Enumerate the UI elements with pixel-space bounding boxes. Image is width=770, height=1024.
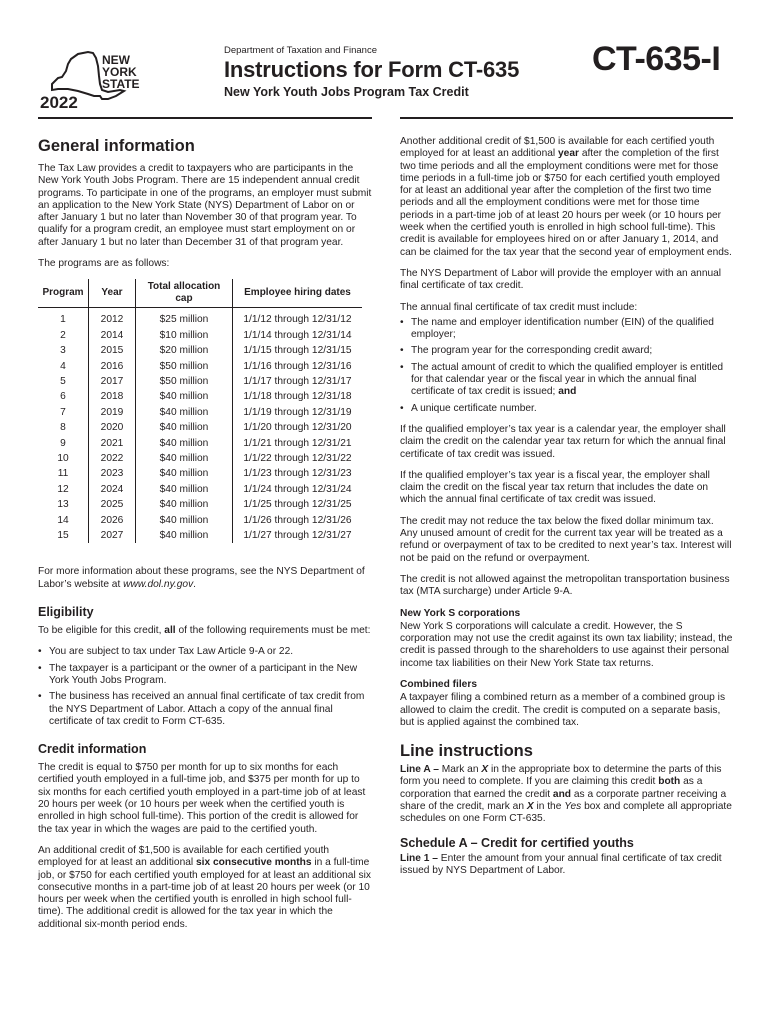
page-title: Instructions for Form CT-635 <box>224 57 520 82</box>
eligibility-intro-bold: all <box>164 625 176 637</box>
minimum-tax-paragraph: The credit may not reduce the tax below the fixed dollar minimum tax. Any unused amount of credit for the current tax year will be treated as a refund or overpayment of tax to be credited to next year’s tax. Interest will not be paid on the refund or overpayment. <box>400 515 732 564</box>
cell-allocation: $40 million <box>136 528 233 543</box>
cell-allocation: $40 million <box>136 482 233 497</box>
cell-allocation: $40 million <box>136 466 233 481</box>
credit-info-p2-text: An additional credit of $1,500 is available for each certified youth employed for at least an additional <box>38 844 330 869</box>
table-row <box>38 436 362 451</box>
cell-program: 11 <box>57 468 69 480</box>
cell-hiring-dates: 1/1/23 through 12/31/23 <box>233 466 363 481</box>
cell-year: 2018 <box>89 389 136 404</box>
line-a-text <box>400 764 733 825</box>
list-item <box>400 362 733 399</box>
more-info <box>38 566 372 591</box>
line-a-both: both <box>658 776 681 788</box>
credit-info-p2-text-end: in a full-time job, or $750 for each certified youth employed for at least an additional six consecutive months in a part-time job of at least 20 hours per week (or 10 hours per week when the certified youth is enrolled in high school full-time). The additional credit is allowed for the tax year in which the additional six-month period ends. <box>38 857 371 930</box>
eligibility-intro-text-end: of the following requirements must be met: <box>175 625 371 637</box>
dol-website-link[interactable]: www.dol.ny.gov <box>123 578 194 590</box>
cell-hiring-dates: 1/1/14 through 12/31/14 <box>233 328 363 343</box>
table-row <box>38 466 362 481</box>
logo-word-york: YORK <box>102 65 137 79</box>
combined-filers-text: A taxpayer filing a combined return as a member of a combined group is allowed to claim the credit. The credit is computed on a separate basis, but is applied against the combined tax. <box>400 692 726 728</box>
general-intro: The Tax Law provides a credit to taxpayers who are participants in the New York Youth Jobs Program. There are 15 independent annual credit programs. To participate in one of the programs, an employer must submit an application to the New York State (NYS) Department of Labor on or after January 1 but no later than November 30 of that program year. To qualify for a program credit, an employee must start employment on or after January 1 but no later than December 31 of that program year. <box>38 163 372 248</box>
more-info-text: For more information about these programs, see the NYS Department of Labor’s website at <box>38 566 365 590</box>
cell-hiring-dates: 1/1/18 through 12/31/18 <box>233 389 363 404</box>
cell-year: 2022 <box>89 451 136 466</box>
line-a-x2: X <box>526 801 534 813</box>
fiscal-year-paragraph: If the qualified employer’s tax year is a fiscal year, the employer shall claim the credit on the fiscal year tax return that includes the date on which the annual final certificate of tax credit was issued. <box>400 469 710 506</box>
additional-credit-text-end: after the completion of the first two time periods and all the employment conditions were met for those time periods in a full-time job or $750 for each certified youth employed for at least an additional year after the completion of the first two time periods and all the employment conditions were met for those time periods in a part-time job of at least 20 hours per week (or 10 hours per week when the certified youth is enrolled in high school full-time). This credit is available for employees hired on or after January 1, 2014, and can be claimed for the tax year that the second year of employment ends. <box>400 148 732 258</box>
cell-hiring-dates: 1/1/15 through 12/31/15 <box>233 343 363 358</box>
table-row <box>38 482 362 497</box>
cell-year: 2027 <box>89 528 136 543</box>
section-rule-right <box>400 117 733 119</box>
certificate-include-intro: The annual final certificate of tax credit must include: <box>400 301 638 313</box>
cell-program: 3 <box>60 345 66 357</box>
cell-year: 2025 <box>89 497 136 512</box>
cell-program: 5 <box>60 376 66 387</box>
line-1-text <box>400 853 733 878</box>
cell-hiring-dates: 1/1/19 through 12/31/19 <box>233 405 363 420</box>
table-row <box>38 343 362 358</box>
cell-program: 13 <box>57 499 69 511</box>
mta-paragraph: The credit is not allowed against the metropolitan transportation business tax (MTA surcharge) under Article 9-A. <box>400 573 730 598</box>
cell-hiring-dates: 1/1/17 through 12/31/17 <box>233 374 363 389</box>
list-item: • You are subject to tax under Tax Law Article 9-A or 22. <box>38 646 372 658</box>
cell-program: 8 <box>60 422 66 434</box>
cell-program: 12 <box>57 483 69 495</box>
credit-info-p2 <box>38 845 372 931</box>
cell-hiring-dates: 1/1/25 through 12/31/25 <box>233 497 363 512</box>
cell-year: 2024 <box>89 482 136 497</box>
cell-allocation: $40 million <box>136 405 233 420</box>
line-a-t5: in the <box>533 801 565 813</box>
cell-hiring-dates: 1/1/20 through 12/31/20 <box>233 420 363 435</box>
cell-allocation: $40 million <box>136 389 233 404</box>
cell-year: 2020 <box>89 420 136 435</box>
table-row <box>38 513 362 528</box>
table-row <box>38 528 362 543</box>
list-item: • The business has received an annual final certificate of tax credit from the NYS Department of Labor. Attach a copy of the annual final certificate of tax credit to Form CT-635. <box>38 691 372 728</box>
cell-allocation: $25 million <box>136 308 233 328</box>
cell-year: 2026 <box>89 513 136 528</box>
section-rule-left <box>38 117 372 119</box>
credit-information-heading: Credit information <box>38 742 147 757</box>
table-row <box>38 359 362 374</box>
cell-allocation: $50 million <box>136 359 233 374</box>
combined-filers-heading: Combined filers <box>400 678 477 690</box>
list-item-and: and <box>558 386 577 398</box>
eligibility-intro <box>38 625 372 637</box>
cell-year: 2016 <box>89 359 136 374</box>
line-a-and: and <box>552 788 572 800</box>
credit-info-p1: The credit is equal to $750 per month for up to six months for each certified youth employed in a full-time job, and $375 per month for up to six months for each certified youth employed in a part-time job of at least 20 hours per week (or 10 hours per week when the certified youth is enrolled in high school full-time). This portion of the credit is allowed for the tax year in which the wages are paid to the certified youth. <box>38 762 366 835</box>
th-hiring-dates: Employee hiring dates <box>233 279 363 308</box>
additional-credit-bold: year <box>558 148 579 160</box>
eligibility-heading: Eligibility <box>38 605 94 620</box>
list-item-text: The actual amount of credit to which the qualified employer is entitled for that calendar year or the fiscal year in which the annual final certificate of tax credit is issued; <box>411 361 724 398</box>
logo-year: 2022 <box>40 93 78 112</box>
line-a-t6: box and complete all appropriate schedules on one Form CT-635. <box>400 801 732 825</box>
cell-hiring-dates: 1/1/26 through 12/31/26 <box>233 513 363 528</box>
cell-program: 15 <box>57 530 69 542</box>
certificate-list <box>400 317 733 415</box>
cell-year: 2014 <box>89 328 136 343</box>
cell-allocation: $40 million <box>136 436 233 451</box>
cell-allocation: $40 million <box>136 420 233 435</box>
line-a-x1: X <box>481 764 489 776</box>
form-code: CT-635-I <box>592 40 721 78</box>
cell-year: 2023 <box>89 466 136 481</box>
schedule-a-heading: Schedule A – Credit for certified youths <box>400 835 634 850</box>
more-info-end: . <box>193 578 197 590</box>
eligibility-list <box>38 646 372 728</box>
programs-table-body <box>38 308 362 544</box>
line-1-body: Enter the amount from your annual final certificate of tax credit issued by NYS Department of Labor. <box>400 852 722 876</box>
table-row <box>38 308 362 328</box>
cell-program: 6 <box>60 391 66 403</box>
list-item: • The taxpayer is a participant or the owner of a participant in the New York Youth Jobs Program. <box>38 663 372 688</box>
list-item: • A unique certificate number. <box>400 403 733 415</box>
programs-intro: The programs are as follows: <box>38 258 170 270</box>
cell-year: 2017 <box>89 374 136 389</box>
cell-program: 7 <box>60 406 66 418</box>
s-corporations-heading: New York S corporations <box>400 607 521 619</box>
line-1-label: Line 1 – <box>400 852 438 864</box>
cell-allocation: $40 million <box>136 451 233 466</box>
cell-year: 2021 <box>89 436 136 451</box>
table-row <box>38 389 362 404</box>
left-column <box>38 136 372 940</box>
th-year: Year <box>89 279 136 308</box>
cell-allocation: $20 million <box>136 343 233 358</box>
additional-credit-paragraph <box>400 136 733 259</box>
cell-program: 1 <box>60 314 66 326</box>
cell-program: 2 <box>60 329 66 341</box>
cell-year: 2012 <box>89 308 136 328</box>
general-information-heading: General information <box>38 137 195 155</box>
cell-hiring-dates: 1/1/24 through 12/31/24 <box>233 482 363 497</box>
credit-info-p2-bold: six consecutive months <box>196 857 312 869</box>
table-row <box>38 451 362 466</box>
dol-certificate-paragraph: The NYS Department of Labor will provide the employer with an annual final certificate of tax credit. <box>400 267 722 292</box>
cell-hiring-dates: 1/1/21 through 12/31/21 <box>233 436 363 451</box>
cell-hiring-dates: 1/1/27 through 12/31/27 <box>233 528 363 543</box>
cell-year: 2019 <box>89 405 136 420</box>
line-instructions-heading: Line instructions <box>400 742 533 761</box>
department-name: Department of Taxation and Finance <box>224 45 377 56</box>
cell-year: 2015 <box>89 343 136 358</box>
line-a-t4: as a corporate partner receiving a share of the credit, mark an <box>400 788 727 813</box>
table-row <box>38 420 362 435</box>
cell-program: 4 <box>60 360 66 372</box>
list-item: • The name and employer identification number (EIN) of the qualified employer; <box>400 317 733 342</box>
programs-table <box>38 279 362 543</box>
eligibility-intro-text: To be eligible for this credit, <box>38 625 165 637</box>
list-item: • The program year for the corresponding credit award; <box>400 345 733 357</box>
logo-word-new: NEW <box>102 53 130 67</box>
line-a-label: Line A – <box>400 764 439 776</box>
logo-word-state: STATE <box>102 77 140 91</box>
cell-hiring-dates: 1/1/16 through 12/31/16 <box>233 359 363 374</box>
right-column <box>400 136 733 886</box>
cell-allocation: $40 million <box>136 497 233 512</box>
nys-logo <box>38 44 148 114</box>
cell-program: 9 <box>60 437 66 449</box>
table-header-row <box>38 279 362 308</box>
cell-program: 14 <box>57 514 69 526</box>
s-corporations-text: New York S corporations will calculate a credit. However, the S corporation may not use the credit against its own tax liability; instead, the credit is passed through to the shareholders to use against their personal income tax liabilities on their New York State tax returns. <box>400 620 733 669</box>
page-subtitle: New York Youth Jobs Program Tax Credit <box>224 85 469 99</box>
table-row <box>38 497 362 512</box>
table-row <box>38 374 362 389</box>
th-program: Program <box>38 279 89 308</box>
cell-allocation: $50 million <box>136 374 233 389</box>
line-a-t3: as a corporation that earned the credit <box>400 776 703 800</box>
cell-hiring-dates: 1/1/12 through 12/31/12 <box>233 308 363 328</box>
calendar-year-paragraph: If the qualified employer’s tax year is a calendar year, the employer shall claim the credit on the calendar year tax return for which the annual final certificate of tax credit was issued. <box>400 423 726 460</box>
table-row <box>38 405 362 420</box>
line-a-t1: Mark an <box>438 764 482 776</box>
th-allocation: Total allocation cap <box>136 279 233 308</box>
line-a-t2: in the appropriate box to determine the parts of this form you need to complete. If you are claiming this credit <box>400 764 722 788</box>
table-row <box>38 328 362 343</box>
line-a-yes: Yes <box>564 801 582 813</box>
cell-allocation: $10 million <box>136 328 233 343</box>
additional-credit-text: Another additional credit of $1,500 is available for each certified youth employed for at least an additional <box>400 136 715 160</box>
cell-allocation: $40 million <box>136 513 233 528</box>
cell-program: 10 <box>57 453 69 465</box>
cell-hiring-dates: 1/1/22 through 12/31/22 <box>233 451 363 466</box>
